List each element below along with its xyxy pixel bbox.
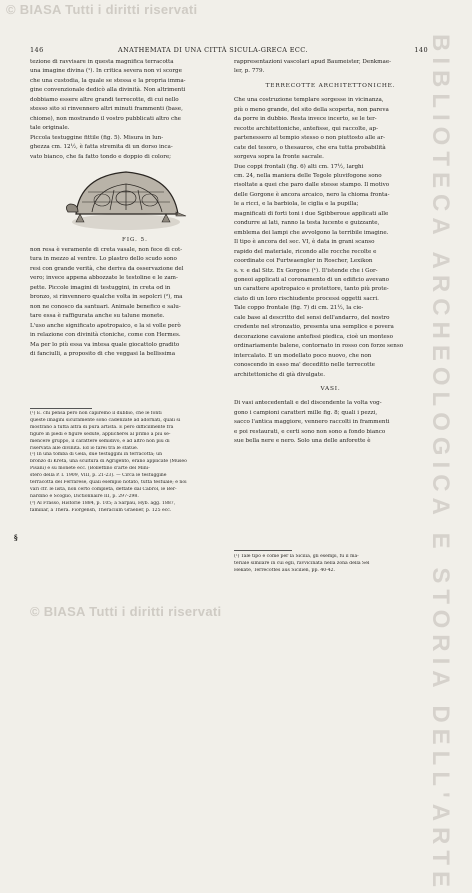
right-text-mid bbox=[234, 96, 427, 380]
footnote-line: nardino e Scoglio, Dictionnaire III, p. 297-298. bbox=[30, 493, 139, 499]
text-line: da porre in dubbio. Resta invece incerto, se le ter- bbox=[234, 116, 377, 123]
watermark-bottom: © BIASA Tutti i diritti riservati bbox=[30, 604, 222, 619]
text-line: tezione di ravvisare in questa magnifica terracotta bbox=[30, 59, 174, 65]
text-line: L'uso anche significato apotropaico, e la si volle però bbox=[30, 322, 181, 329]
text-line: architettoniche di già divulgate. bbox=[234, 371, 325, 378]
text-line: coordinate coi Furtwaengler in Roscher, Lexikon bbox=[234, 258, 373, 265]
text-line: chiome), non mostrando il vostro pubblicati altro che bbox=[30, 115, 181, 122]
text-line: intercalato. E un modellato poco nuovo, che non bbox=[234, 352, 372, 359]
text-line: decorazione cavaione antefissi piedica, cioè un monteso bbox=[234, 333, 394, 340]
footnote-line: vari cfr. le lista, non certo completa, dettate dal Cabrol, le Ber- bbox=[30, 486, 177, 492]
footnote-line: (¹) E. chi pensa però non capiremo il dubbio, che le fonti bbox=[30, 411, 162, 416]
footnote-line: (¹) Tale tipo è come per la Sicilia, gli esempi, fu il ma- bbox=[234, 554, 359, 559]
text-line: Di vasi antecedentali e del discendente la volta vog- bbox=[234, 400, 382, 407]
text-line: resi con grande verità, che deriva da osservazione del bbox=[30, 265, 184, 272]
text-line: recotte architettoniche, antefisse, qui raccolte, ap- bbox=[234, 125, 378, 132]
text-line: cm. 24, nella maniera delle Tegole pluvifogone sono bbox=[234, 172, 382, 179]
text-line: rapido del materiale, ricondo alle rocche recolte e bbox=[234, 248, 377, 255]
footnote-line: teriale similare in cui egli, ravvicinata nella zona della Sel bbox=[234, 560, 370, 566]
section-heading-terrecotte: TERRECOTTE ARCHITETTONICHE. bbox=[265, 82, 396, 89]
text-line: Piccola testuggine fittile (fig. 5). Misura in lun- bbox=[30, 134, 164, 141]
text-line: stesso sito si rinvennero altri minuti frammenti (base, bbox=[30, 106, 183, 113]
text-line: pette. Piccole imagini di testuggini, in creta od in bbox=[30, 284, 171, 291]
text-line: sacco l'antica maggiore, vennero raccolti in frammenti bbox=[234, 419, 390, 426]
text-line: credente nel stronzatio, presenta una semplice e povera bbox=[234, 324, 394, 331]
text-line: conoscendo in esso ma' deceditto nelle terrecotte bbox=[234, 362, 375, 369]
text-line: tare essa è raffigurata anche su talune monete. bbox=[30, 313, 165, 320]
footnote-line: bronzo di Kreta, una scultura di Agrigento, erano applicate (Museo bbox=[30, 459, 187, 465]
running-head bbox=[30, 46, 428, 56]
text-line: tale originale. bbox=[30, 125, 70, 132]
footnote-line: mencere gruppo, il carattere semidivo, e ad altro non più di bbox=[30, 438, 170, 444]
text-line: che una custodia, la quale se stessa e la propria imma- bbox=[30, 77, 186, 84]
text-line: non resa è veramente di creta vasale, non fece di cot- bbox=[30, 246, 183, 253]
right-text-vasi bbox=[234, 399, 427, 446]
text-line: in relazione con divinità ctoniche, come con Hermes. bbox=[30, 332, 181, 339]
text-line: cate del tesoro, o thesauros, che era tutta probabilità bbox=[234, 144, 386, 151]
text-line: magnificati di forti toni i due Sgibberoue applicati alle bbox=[234, 210, 389, 217]
footnote-rule-right bbox=[234, 550, 292, 551]
text-line: gono i campioni caratteri mille fig. 8; quali i pezzi, bbox=[234, 409, 378, 416]
text-line: ler, p. 779. bbox=[234, 68, 265, 75]
footnote-line: familiar, a Thera. Fiorgensh, Theracium Graelier, p. 125 ecc. bbox=[30, 507, 172, 513]
footnote-line: Hekate, Terrecottes aus Sicilien, pp. 40-42. bbox=[234, 567, 336, 573]
footnote-line: mostrano a tutta altra di pura artista. E però difficilmente fra bbox=[30, 424, 174, 430]
text-line: rappresentazioni vascolari apud Baumeister, Denkmae- bbox=[234, 59, 392, 65]
text-line: cale base al descritto del sensi dell'andarro, del nostro bbox=[234, 314, 390, 321]
footnote-line: riservata alle divinità. Ed io farei tra le statue. bbox=[30, 445, 139, 451]
text-line: condurre ai lati, ranno la testa lucente e guizzante, bbox=[234, 220, 380, 227]
page-number-right: 140 bbox=[414, 46, 428, 54]
text-line: partenessero al tempio stesso o non piuttosto alle ar- bbox=[234, 135, 386, 142]
text-line: ordinariamente balene, contornato in rosso con forze senso bbox=[234, 343, 404, 350]
running-title: ANATHEMATA DI UNA CITTÀ SICULA-GRECA ECC. bbox=[118, 46, 308, 54]
text-line: Ma per lo più essa va intesa quale giocattolo gradito bbox=[30, 341, 180, 348]
text-line: risoltate a quei che paro dalle stesse stampo. Il motivo bbox=[234, 182, 390, 189]
text-line: goneoi applicati al coronamento di un edificio avevano bbox=[234, 276, 390, 283]
text-line: ciato di un loro rischiudente processi oggetti sacri. bbox=[234, 295, 379, 302]
text-line: di fanciulli, a proposito di che veggasi la bellissima bbox=[30, 350, 176, 357]
text-line: e poi restaurati, e certi sono non sono a fondo bianco bbox=[234, 428, 386, 435]
watermark-top: © BIASA Tutti i diritti riservati bbox=[6, 2, 198, 17]
figure-tortoise bbox=[30, 162, 230, 246]
figure-caption: FIG. 5. bbox=[122, 236, 148, 243]
text-line: Tale coppo frontale (fig. 7) di cm. 21½, la cie- bbox=[234, 305, 364, 312]
right-column bbox=[234, 58, 427, 447]
text-line: una imagine divina (¹). In critica severa non vi scorge bbox=[30, 68, 182, 75]
watermark-side-text: BIBLIOTECA ARCHEOLOGICA E STORIA DELL'ARTE bbox=[427, 34, 454, 893]
text-line: non ne conosco da santuari. Animale benefico e salu- bbox=[30, 303, 181, 310]
text-line: sue bella nere e nero. Solo una delle anforette è bbox=[234, 438, 371, 445]
left-text-top bbox=[30, 58, 230, 162]
text-line: un carattere apotropaico e protettore, tanto più prote- bbox=[234, 286, 389, 293]
footnotes-right bbox=[234, 554, 427, 575]
text-line: emblema dei lampi che avvolgono la terribile imagine. bbox=[234, 229, 389, 236]
text-line: Che una costruzione templare sorgesse in vicinanza, bbox=[234, 97, 384, 104]
page-number-left: 146 bbox=[30, 46, 44, 54]
tortoise-illustration bbox=[62, 162, 192, 234]
watermark-side bbox=[427, 20, 460, 893]
text-line: più o meno grande, del sito della scoperta, non pareva bbox=[234, 106, 389, 113]
text-line: le a ricci, e la barbiola, le ciglia e la pupilla; bbox=[234, 201, 359, 208]
section-heading-vasi: VASI. bbox=[320, 385, 341, 392]
margin-mark: § bbox=[14, 533, 18, 542]
footnote-rule-left bbox=[30, 408, 92, 409]
text-line: dobbiamo essere altre grandi terrecotte, di cui nello bbox=[30, 96, 179, 103]
footnote-line: queste imagini sicuramente sono cadenzate ad adornati, quali si bbox=[30, 417, 181, 423]
footnotes-left bbox=[30, 411, 230, 515]
footnote-line: (²) In una tomba di Gela, due testuggini in terracotta; un bbox=[30, 452, 163, 458]
text-line: gine convenzionale dedicò alla divinità. Non altrimenti bbox=[30, 87, 186, 94]
left-column bbox=[30, 58, 230, 359]
text-line: vato bianco, che fa fatto tondo e doppio di colore; bbox=[30, 153, 172, 160]
text-line: vero; invece appena abbozzate le testoline e le zam- bbox=[30, 275, 178, 282]
text-line: s. v. e dal Sitz. Ex Gorgone (¹). Il'istende che i Gor- bbox=[234, 267, 378, 274]
footnote-line: Pisani) e su monete ecc. (Bollettino d'arte del Mini- bbox=[30, 466, 150, 472]
text-line: ghezza cm. 12½, è fatta stremita di un dorso inca- bbox=[30, 144, 173, 151]
text-line: Il tipo è ancora del sec. VI, è data in grani scanso bbox=[234, 239, 375, 246]
footnote-line: terracotta del Ferrarese, quali esempio notato, tutta testuale; e noi bbox=[30, 480, 187, 486]
footnote-line: (³) Al Frasso, Historie 1884, p. 105; a Sarpau, Hyb. agg. 1887, bbox=[30, 500, 176, 506]
text-line: sorgeva sopra la fronte sacrale. bbox=[234, 154, 324, 161]
left-text-mid bbox=[30, 246, 230, 359]
text-line: tura in mezzo al ventre. Lo plastro dello scudo sono bbox=[30, 256, 177, 263]
text-line: bronzo, si rinvennero qualche volta in sepolcri (²), ma bbox=[30, 294, 183, 301]
footnote-line: stero della P. I. 1909, VIII, p. 21-23). — Circa le testuggine bbox=[30, 473, 167, 479]
text-line: Due coppi frontali (fig. 6) alti cm. 17½, larghi bbox=[234, 163, 364, 170]
footnote-line: figure in piedi e figure sedute, applicherei al primo a più se- bbox=[30, 431, 171, 437]
text-line: delle Gorgone è ancora arcaico, nero la chioma fronta- bbox=[234, 191, 390, 198]
